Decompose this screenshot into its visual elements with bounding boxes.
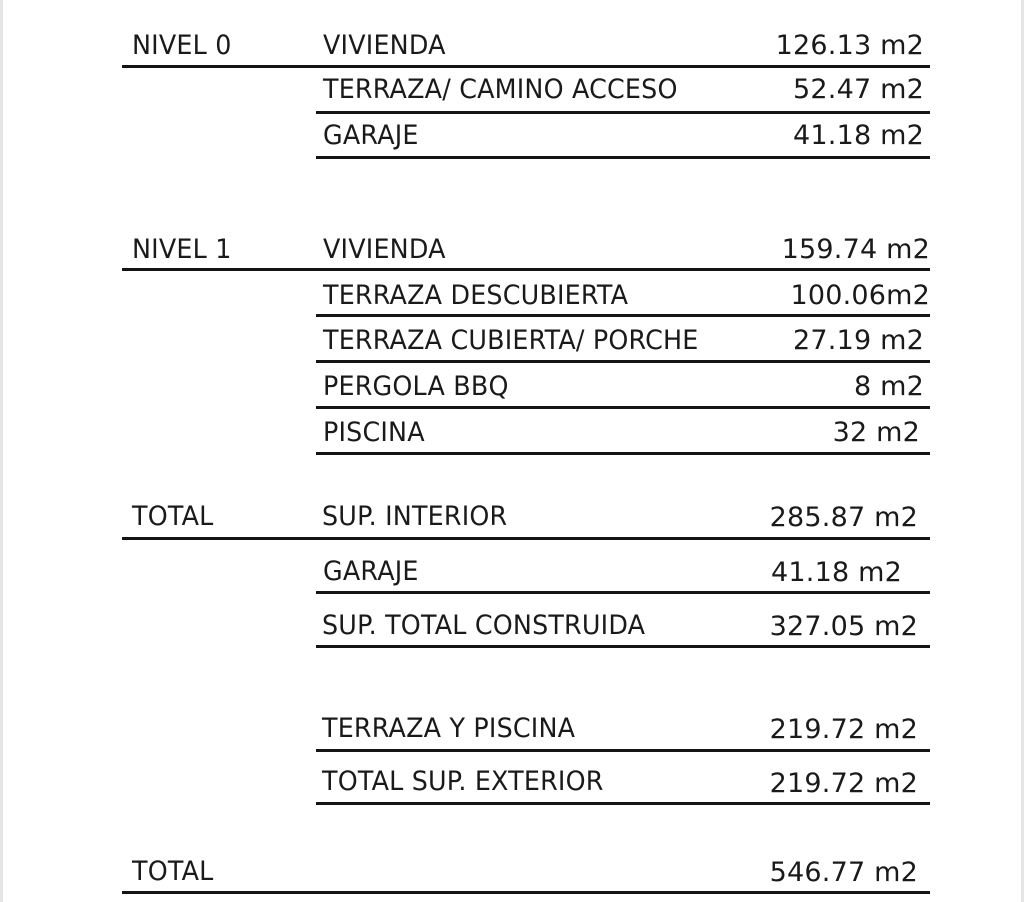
row-divider bbox=[316, 802, 930, 805]
row-value: 219.72 m2 bbox=[769, 714, 918, 745]
row-value: 27.19 m2 bbox=[793, 325, 924, 356]
row-value: 126.13 m2 bbox=[775, 30, 924, 61]
row-label: SUP. TOTAL CONSTRUIDA bbox=[322, 610, 646, 641]
row-value: 8 m2 bbox=[853, 371, 924, 402]
row-divider bbox=[316, 314, 930, 317]
row-divider bbox=[316, 591, 930, 594]
row-value: 285.87 m2 bbox=[769, 502, 918, 533]
row-divider bbox=[122, 268, 930, 271]
row-divider bbox=[122, 65, 930, 68]
row-divider bbox=[122, 891, 930, 894]
row-divider bbox=[316, 452, 930, 455]
row-divider bbox=[316, 645, 930, 648]
row-label: PISCINA bbox=[323, 417, 425, 448]
row-divider bbox=[316, 749, 930, 752]
row-value: 52.47 m2 bbox=[793, 74, 924, 105]
row-value: 219.72 m2 bbox=[769, 768, 918, 799]
row-divider bbox=[316, 406, 930, 409]
row-divider bbox=[316, 360, 930, 363]
row-value: 159.74 m2 bbox=[781, 234, 930, 265]
grand-total-value: 546.77 m2 bbox=[769, 857, 918, 888]
row-label: TERRAZA/ CAMINO ACCESO bbox=[323, 74, 678, 105]
row-value: 32 m2 bbox=[832, 417, 920, 448]
row-label: TOTAL SUP. EXTERIOR bbox=[322, 766, 604, 797]
row-label: TERRAZA DESCUBIERTA bbox=[323, 280, 629, 311]
row-label: GARAJE bbox=[323, 556, 419, 587]
row-divider bbox=[316, 111, 930, 114]
row-label: PERGOLA BBQ bbox=[323, 371, 509, 402]
row-value: 100.06m2 bbox=[790, 280, 930, 311]
row-label: TERRAZA Y PISCINA bbox=[322, 713, 576, 744]
page-left-edge bbox=[0, 0, 3, 902]
row-value: 327.05 m2 bbox=[769, 611, 918, 642]
row-label: VIVIENDA bbox=[323, 30, 446, 61]
row-label: VIVIENDA bbox=[323, 234, 446, 265]
level-label: TOTAL bbox=[132, 501, 214, 532]
row-label: GARAJE bbox=[323, 120, 419, 151]
row-divider bbox=[316, 156, 930, 159]
level-label: TOTAL bbox=[132, 856, 214, 887]
level-label: NIVEL 1 bbox=[132, 234, 232, 265]
level-label: NIVEL 0 bbox=[132, 30, 232, 61]
row-value: 41.18 m2 bbox=[771, 557, 902, 588]
row-label: TERRAZA CUBIERTA/ PORCHE bbox=[323, 325, 699, 356]
row-value: 41.18 m2 bbox=[793, 120, 924, 151]
row-label: SUP. INTERIOR bbox=[322, 501, 508, 532]
row-divider bbox=[122, 537, 930, 540]
